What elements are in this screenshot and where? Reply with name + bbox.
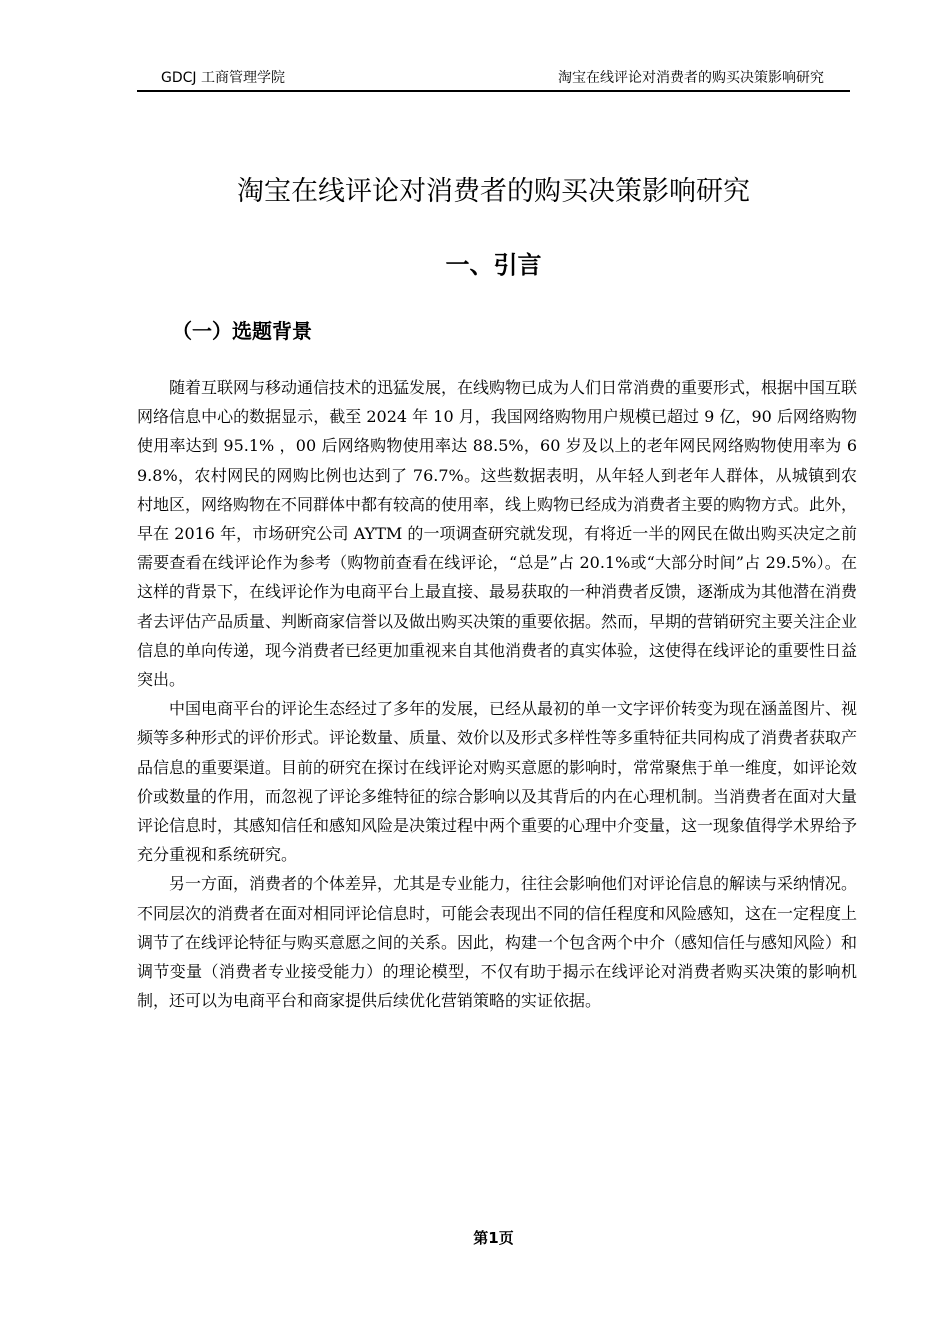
page-number: 第1页: [473, 1229, 514, 1247]
chapter-heading: 一、引言: [445, 251, 542, 279]
paragraph: 另一方面，消费者的个体差异，尤其是专业能力，往往会影响他们对评论信息的解读与采纳情况。不同层次的消费者在面对相同评论信息时，可能会表现出不同的信任程度和风险感知，这在一定程度上调节了在线评论特征与购买意愿之间的关系。因此，构建一个包含两个中介（感知信任与感知风险）和调节变量（消费者专业接受能力）的理论模型，不仅有助于揭示在线评论对消费者购买决策的影响机制，还可以为电商平台和商家提供后续优化营销策略的实证依据。: [137, 874, 858, 1011]
section-heading: （一）选题背景: [172, 319, 312, 343]
paragraph: 中国电商平台的评论生态经过了多年的发展，已经从最初的单一文字评价转变为现在涵盖图片、视频等多种形式的评价形式。评论数量、质量、效价以及形式多样性等多重特征共同构成了消费者获取产品信息的重要渠道。目前的研究在探讨在线评论对购买意愿的影响时，常常聚焦于单一维度，如评论效价或数量的作用，而忽视了评论多维特征的综合影响以及其背后的内在心理机制。当消费者在面对大量评论信息时，其感知信任和感知风险是决策过程中两个重要的心理中介变量，这一现象值得学术界给予充分重视和系统研究。: [137, 699, 858, 865]
paragraph: 随着互联网与移动通信技术的迅猛发展，在线购物已成为人们日常消费的重要形式，根据中国互联网络信息中心的数据显示，截至 2024 年 10 月，我国网络购物用户规模已超过 9 亿，90 后网络购物使用率达到 95.1% ，00 后网络购物使用率达 88.5%，60 岁及以上的老年网民网络购物使用率为 69.8%，农村网民的网购比例也达到了 76.7%。这些数据表明，从年轻人到老年人群体，从城镇到农村地区，网络购物在不同群体中都有较高的使用率，线上购物已经成为消费者主要的购物方式。此外，早在 2016 年，市场研究公司 AYTM 的一项调查研究就发现，有将近一半的网民在做出购买决定之前需要查看在线评论作为参考（购物前查看在线评论，“总是”占 20.1%或“大部分时间”占 29.5%）。在这样的背景下，在线评论作为电商平台上最直接、最易获取的一种消费者反馈，逐渐成为其他潜在消费者去评估产品质量、判断商家信誉以及做出购买决策的重要依据。然而，早期的营销研究主要关注企业信息的单向传递，现今消费者已经更加重视来自其他消费者的真实体验，这使得在线评论的重要性日益突出。: [137, 378, 858, 690]
header-document-title: 淘宝在线评论对消费者的购买决策影响研究: [558, 70, 824, 86]
body-text: [137, 373, 857, 1015]
running-header: [137, 66, 850, 92]
document-title: 淘宝在线评论对消费者的购买决策影响研究: [237, 176, 750, 207]
header-institution: GDCJ 工商管理学院: [161, 70, 285, 86]
